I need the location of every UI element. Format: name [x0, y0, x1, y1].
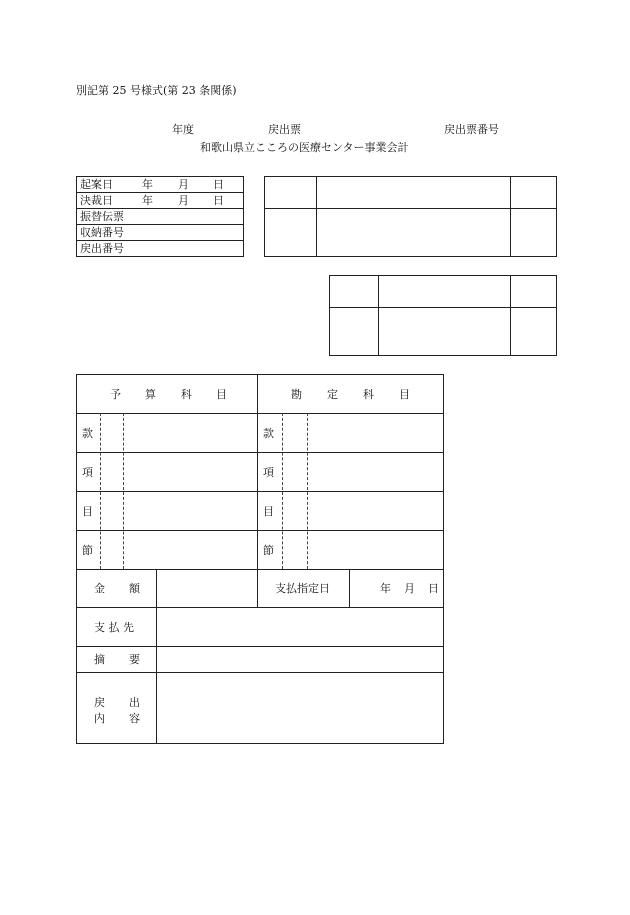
- budget-heading-1: 予: [110, 388, 121, 401]
- account-heading-2: 定: [327, 388, 338, 401]
- receipt-number-label: 収納番号: [80, 226, 124, 239]
- account-row-kan: 款: [263, 427, 274, 440]
- payment-date-label: 支払指定日: [275, 582, 330, 595]
- refund-label-3: 内: [94, 712, 105, 725]
- stamp-grid-lower: [329, 275, 557, 356]
- budget-heading-4: 目: [216, 388, 227, 401]
- account-heading-3: 科: [363, 388, 374, 401]
- refund-label-4: 容: [129, 712, 140, 725]
- account-row-moku: 目: [263, 505, 274, 518]
- account-heading-1: 勘: [291, 388, 302, 401]
- account-heading-4: 目: [399, 388, 410, 401]
- refund-number-label: 戻出番号: [80, 242, 124, 255]
- draft-date-month: 月: [178, 178, 189, 191]
- stamp-grid-upper: [264, 176, 557, 257]
- budget-row-setsu: 節: [82, 544, 93, 557]
- refund-label-2: 出: [129, 696, 140, 709]
- transfer-slip-label: 振替伝票: [80, 210, 124, 223]
- account-row-setsu: 節: [263, 544, 274, 557]
- fiscal-year-label: 年度: [172, 123, 194, 136]
- refund-label-1: 戻: [94, 696, 105, 709]
- summary-label-1: 摘: [94, 653, 105, 666]
- budget-row-moku: 目: [82, 505, 93, 518]
- budget-row-kan: 款: [82, 427, 93, 440]
- amount-label-1: 金: [94, 582, 105, 595]
- slip-number-label: 戻出票番号: [444, 123, 499, 136]
- account-row-kou: 項: [263, 466, 274, 479]
- main-table: [76, 374, 444, 744]
- draft-date-day: 日: [213, 178, 224, 191]
- organization-name: 和歌山県立こころの医療センター事業会計: [200, 141, 409, 154]
- summary-label-2: 要: [129, 653, 140, 666]
- budget-row-kou: 項: [82, 466, 93, 479]
- payment-date-year: 年: [380, 582, 391, 595]
- budget-heading-3: 科: [181, 388, 192, 401]
- approval-date-day: 日: [213, 194, 224, 207]
- payee-label: 支 払 先: [94, 621, 134, 634]
- approval-date-month: 月: [178, 194, 189, 207]
- budget-heading-2: 算: [145, 388, 156, 401]
- approval-date-year: 年: [142, 194, 153, 207]
- amount-label-2: 額: [129, 582, 140, 595]
- approval-date-label: 決裁日: [80, 194, 113, 207]
- draft-date-year: 年: [142, 178, 153, 191]
- draft-date-label: 起案日: [80, 178, 113, 191]
- slip-title: 戻出票: [268, 123, 301, 136]
- payment-date-day: 日: [428, 582, 439, 595]
- payment-date-month: 月: [404, 582, 415, 595]
- form-reference: 別記第 25 号様式(第 23 条関係): [76, 84, 237, 97]
